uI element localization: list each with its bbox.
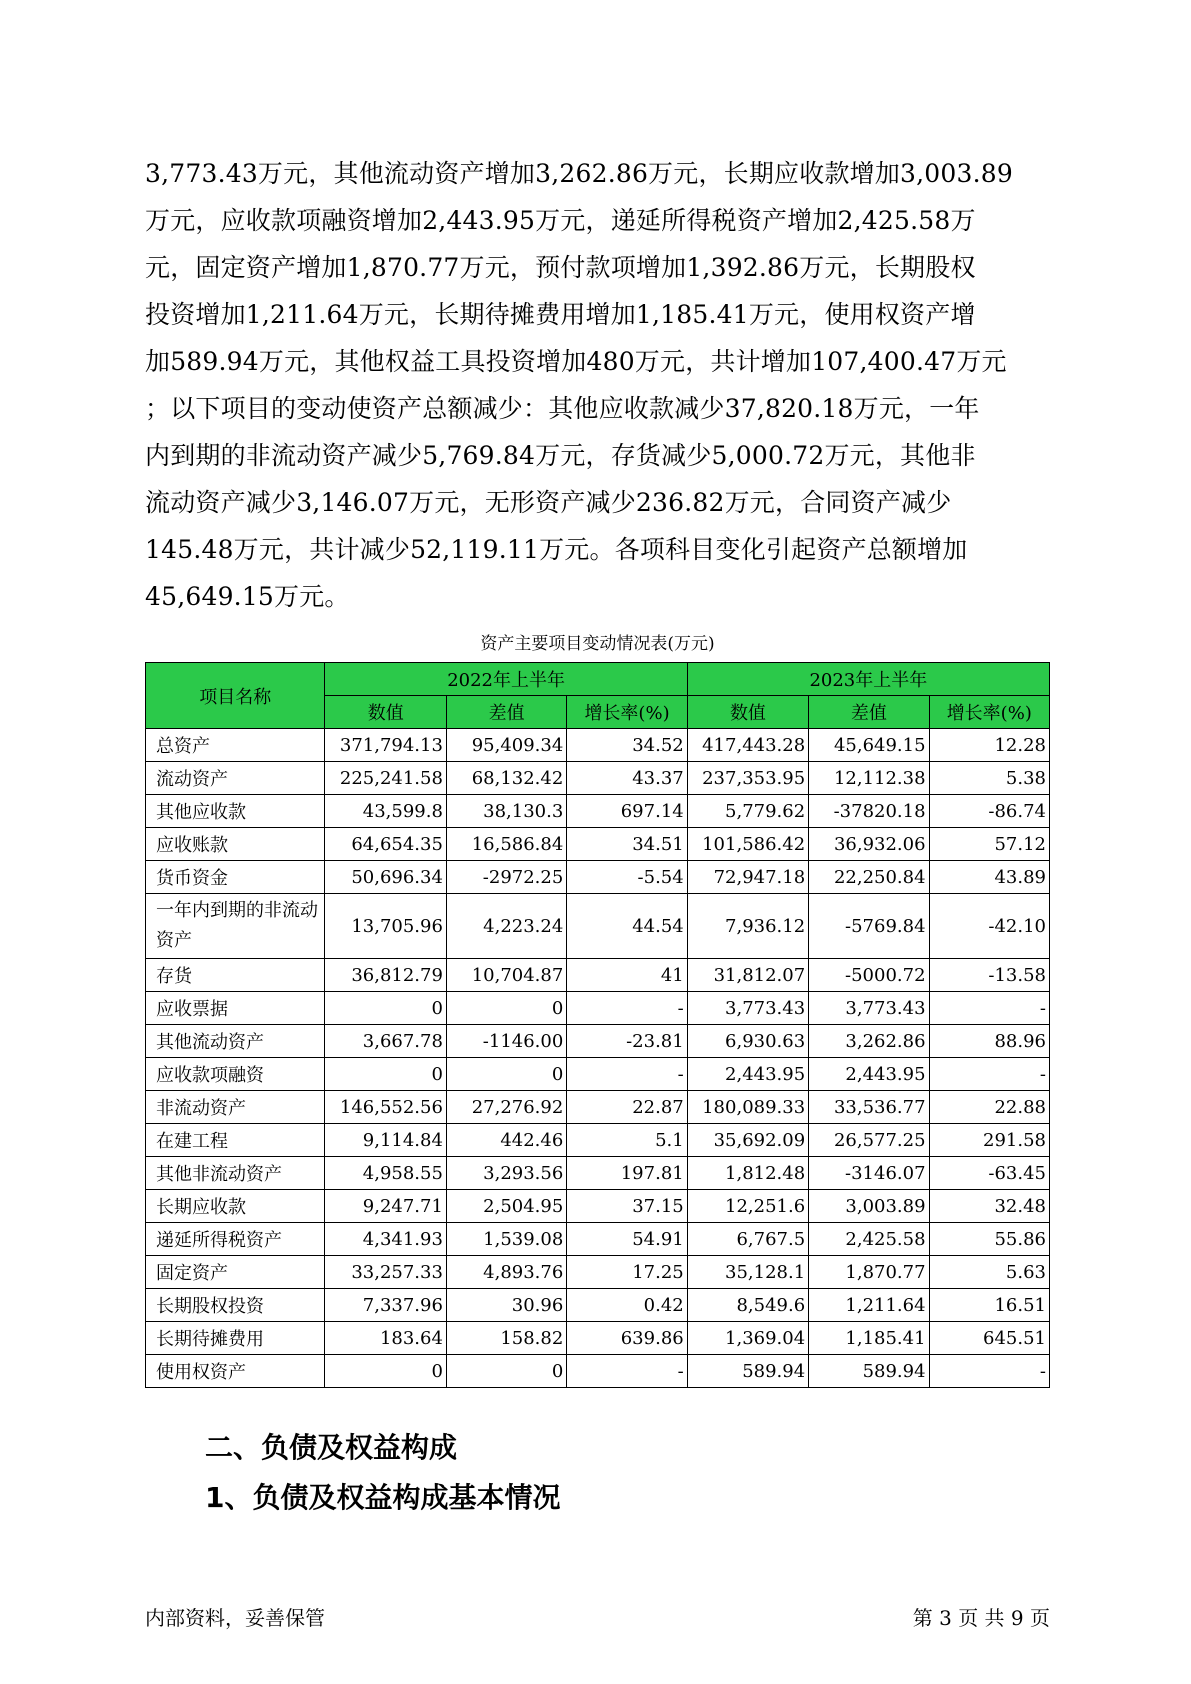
asset-changes-table (145, 662, 1050, 1388)
cell-d23: 2,443.95 (809, 1058, 929, 1091)
cell-v23: 35,692.09 (687, 1124, 808, 1157)
cell-d22: 0 (446, 992, 566, 1025)
header-group-2022: 2022年上半年 (325, 663, 687, 696)
cell-g22: 54.91 (567, 1223, 687, 1256)
row-item-name (146, 1223, 325, 1256)
cell-g22: 34.51 (567, 828, 687, 861)
row-item-name-text: 其他非流动资产 (156, 1164, 282, 1185)
table-row (146, 1322, 1050, 1355)
cell-v23: 237,353.95 (687, 762, 808, 795)
cell-v23: 31,812.07 (687, 959, 808, 992)
cell-g22: 17.25 (567, 1256, 687, 1289)
cell-v23: 589.94 (687, 1355, 808, 1388)
cell-d23: -37820.18 (809, 795, 929, 828)
cell-v23: 6,930.63 (687, 1025, 808, 1058)
paragraph-line: 万元，应收款项融资增加2,443.95万元，递延所得税资产增加2,425.58万 (145, 206, 976, 235)
cell-v22: 64,654.35 (325, 828, 446, 861)
subsection-heading: 1、负债及权益构成基本情况 (205, 1481, 561, 1514)
cell-v22: 183.64 (325, 1322, 446, 1355)
cell-d22: 1,539.08 (446, 1223, 566, 1256)
row-item-name (146, 795, 325, 828)
cell-v22: 0 (325, 1355, 446, 1388)
cell-d22: 10,704.87 (446, 959, 566, 992)
cell-d23: 589.94 (809, 1355, 929, 1388)
cell-v22: 4,341.93 (325, 1223, 446, 1256)
table-row (146, 1157, 1050, 1190)
cell-d22: 27,276.92 (446, 1091, 566, 1124)
table-row (146, 894, 1050, 959)
row-item-name (146, 762, 325, 795)
cell-g22: 34.52 (567, 729, 687, 762)
row-item-name (146, 894, 325, 959)
paragraph-line: 内到期的非流动资产减少5,769.84万元，存货减少5,000.72万元，其他非 (145, 441, 976, 470)
cell-g22: 639.86 (567, 1322, 687, 1355)
row-item-name-text: 在建工程 (156, 1131, 228, 1152)
table-row (146, 1025, 1050, 1058)
cell-d23: -3146.07 (809, 1157, 929, 1190)
cell-g23: - (929, 1355, 1049, 1388)
section-heading: 二、负债及权益构成 (205, 1431, 458, 1464)
cell-g23: 12.28 (929, 729, 1049, 762)
cell-v23: 7,936.12 (687, 894, 808, 959)
header-growth-2023: 增长率(%) (929, 696, 1049, 729)
row-item-name-text: 递延所得税资产 (156, 1230, 282, 1251)
footer-confidential-note: 内部资料，妥善保管 (145, 1606, 325, 1630)
row-item-name (146, 1355, 325, 1388)
cell-g23: 57.12 (929, 828, 1049, 861)
row-item-name-text: 使用权资产 (156, 1362, 246, 1383)
row-item-name-text: 一年内到期的非流动资产 (156, 900, 318, 951)
row-item-name (146, 992, 325, 1025)
cell-d23: 1,870.77 (809, 1256, 929, 1289)
table-row (146, 828, 1050, 861)
cell-v23: 2,443.95 (687, 1058, 808, 1091)
cell-g23: 5.38 (929, 762, 1049, 795)
cell-v23: 1,812.48 (687, 1157, 808, 1190)
row-item-name (146, 1256, 325, 1289)
cell-g23: 32.48 (929, 1190, 1049, 1223)
cell-g22: 43.37 (567, 762, 687, 795)
paragraph-line: 45,649.15万元。 (145, 582, 350, 611)
cell-g23: -86.74 (929, 795, 1049, 828)
cell-v23: 417,443.28 (687, 729, 808, 762)
body-paragraph (145, 150, 1050, 620)
paragraph-line: 投资增加1,211.64万元，长期待摊费用增加1,185.41万元，使用权资产增 (145, 300, 976, 329)
header-group-2023: 2023年上半年 (687, 663, 1049, 696)
cell-v22: 9,114.84 (325, 1124, 446, 1157)
row-item-name (146, 861, 325, 894)
header-growth-2022: 增长率(%) (567, 696, 687, 729)
table-row (146, 795, 1050, 828)
table-row (146, 762, 1050, 795)
cell-g22: - (567, 992, 687, 1025)
cell-v22: 225,241.58 (325, 762, 446, 795)
cell-d22: 30.96 (446, 1289, 566, 1322)
cell-d23: 3,773.43 (809, 992, 929, 1025)
cell-g22: 22.87 (567, 1091, 687, 1124)
cell-d22: 0 (446, 1355, 566, 1388)
cell-d23: 36,932.06 (809, 828, 929, 861)
cell-d22: 0 (446, 1058, 566, 1091)
cell-d22: 95,409.34 (446, 729, 566, 762)
cell-d22: 442.46 (446, 1124, 566, 1157)
row-item-name-text: 固定资产 (156, 1263, 228, 1284)
row-item-name (146, 1190, 325, 1223)
header-diff-2022: 差值 (446, 696, 566, 729)
cell-g23: 291.58 (929, 1124, 1049, 1157)
row-item-name-text: 应收款项融资 (156, 1065, 264, 1086)
row-item-name (146, 959, 325, 992)
paragraph-line: 145.48万元，共计减少52,119.11万元。各项科目变化引起资产总额增加 (145, 535, 968, 564)
cell-g22: 41 (567, 959, 687, 992)
cell-d23: -5000.72 (809, 959, 929, 992)
cell-d23: 1,211.64 (809, 1289, 929, 1322)
table-row (146, 1058, 1050, 1091)
cell-g22: 44.54 (567, 894, 687, 959)
row-item-name (146, 1322, 325, 1355)
cell-g22: -23.81 (567, 1025, 687, 1058)
cell-d23: 3,003.89 (809, 1190, 929, 1223)
cell-g23: 22.88 (929, 1091, 1049, 1124)
cell-d22: 158.82 (446, 1322, 566, 1355)
cell-v23: 5,779.62 (687, 795, 808, 828)
cell-g23: -63.45 (929, 1157, 1049, 1190)
table-row (146, 1289, 1050, 1322)
cell-d22: 4,223.24 (446, 894, 566, 959)
table-row (146, 959, 1050, 992)
cell-d23: -5769.84 (809, 894, 929, 959)
cell-v23: 101,586.42 (687, 828, 808, 861)
cell-v22: 43,599.8 (325, 795, 446, 828)
row-item-name-text: 应收账款 (156, 835, 228, 856)
cell-v23: 6,767.5 (687, 1223, 808, 1256)
cell-g22: 37.15 (567, 1190, 687, 1223)
cell-g23: - (929, 992, 1049, 1025)
cell-d23: 12,112.38 (809, 762, 929, 795)
cell-d22: -1146.00 (446, 1025, 566, 1058)
cell-v23: 35,128.1 (687, 1256, 808, 1289)
table-row (146, 1256, 1050, 1289)
cell-d22: 4,893.76 (446, 1256, 566, 1289)
cell-g22: 197.81 (567, 1157, 687, 1190)
row-item-name (146, 1124, 325, 1157)
cell-d23: 45,649.15 (809, 729, 929, 762)
table-row (146, 1124, 1050, 1157)
cell-v23: 12,251.6 (687, 1190, 808, 1223)
row-item-name-text: 长期股权投资 (156, 1296, 264, 1317)
cell-d22: 68,132.42 (446, 762, 566, 795)
cell-g23: -13.58 (929, 959, 1049, 992)
row-item-name-text: 非流动资产 (156, 1098, 246, 1119)
paragraph-line: ；以下项目的变动使资产总额减少：其他应收款减少37,820.18万元，一年 (145, 394, 980, 423)
paragraph-line: 加589.94万元，其他权益工具投资增加480万元，共计增加107,400.47万元 (145, 347, 1007, 376)
row-item-name (146, 1091, 325, 1124)
cell-g23: - (929, 1058, 1049, 1091)
cell-g22: - (567, 1058, 687, 1091)
cell-v23: 1,369.04 (687, 1322, 808, 1355)
cell-v22: 146,552.56 (325, 1091, 446, 1124)
cell-g23: 55.86 (929, 1223, 1049, 1256)
cell-v22: 13,705.96 (325, 894, 446, 959)
cell-d23: 1,185.41 (809, 1322, 929, 1355)
cell-v22: 4,958.55 (325, 1157, 446, 1190)
cell-v22: 3,667.78 (325, 1025, 446, 1058)
row-item-name (146, 1289, 325, 1322)
table-row (146, 992, 1050, 1025)
row-item-name-text: 存货 (156, 966, 192, 987)
cell-g23: -42.10 (929, 894, 1049, 959)
table-row (146, 861, 1050, 894)
header-row-top (146, 663, 1050, 696)
row-item-name-text: 长期应收款 (156, 1197, 246, 1218)
table-row (146, 729, 1050, 762)
row-item-name (146, 1058, 325, 1091)
row-item-name (146, 1157, 325, 1190)
cell-d22: -2972.25 (446, 861, 566, 894)
cell-d23: 3,262.86 (809, 1025, 929, 1058)
cell-v23: 180,089.33 (687, 1091, 808, 1124)
cell-v23: 3,773.43 (687, 992, 808, 1025)
cell-d22: 3,293.56 (446, 1157, 566, 1190)
cell-v23: 72,947.18 (687, 861, 808, 894)
cell-v22: 36,812.79 (325, 959, 446, 992)
row-item-name-text: 流动资产 (156, 769, 228, 790)
header-item-name: 项目名称 (146, 663, 325, 729)
table-row (146, 1190, 1050, 1223)
cell-g22: 697.14 (567, 795, 687, 828)
cell-g22: 5.1 (567, 1124, 687, 1157)
row-item-name-text: 其他应收款 (156, 802, 246, 823)
cell-d23: 26,577.25 (809, 1124, 929, 1157)
paragraph-line: 3,773.43万元，其他流动资产增加3,262.86万元，长期应收款增加3,003.89 (145, 159, 1013, 188)
row-item-name-text: 应收票据 (156, 999, 228, 1020)
table-caption: 资产主要项目变动情况表(万元) (480, 634, 715, 654)
row-item-name (146, 828, 325, 861)
cell-g22: - (567, 1355, 687, 1388)
cell-v22: 33,257.33 (325, 1256, 446, 1289)
cell-g22: -5.54 (567, 861, 687, 894)
row-item-name-text: 其他流动资产 (156, 1032, 264, 1053)
cell-v22: 0 (325, 992, 446, 1025)
cell-v22: 9,247.71 (325, 1190, 446, 1223)
cell-v23: 8,549.6 (687, 1289, 808, 1322)
cell-d23: 22,250.84 (809, 861, 929, 894)
row-item-name-text: 长期待摊费用 (156, 1329, 264, 1350)
header-diff-2023: 差值 (809, 696, 929, 729)
footer-page-number: 第 3 页 共 9 页 (912, 1606, 1050, 1630)
cell-v22: 0 (325, 1058, 446, 1091)
cell-d22: 16,586.84 (446, 828, 566, 861)
cell-g23: 43.89 (929, 861, 1049, 894)
cell-g23: 5.63 (929, 1256, 1049, 1289)
cell-d23: 2,425.58 (809, 1223, 929, 1256)
paragraph-line: 流动资产减少3,146.07万元，无形资产减少236.82万元，合同资产减少 (145, 488, 952, 517)
row-item-name-text: 总资产 (156, 736, 210, 757)
cell-v22: 7,337.96 (325, 1289, 446, 1322)
cell-g23: 16.51 (929, 1289, 1049, 1322)
header-value-2022: 数值 (325, 696, 446, 729)
cell-g22: 0.42 (567, 1289, 687, 1322)
header-value-2023: 数值 (687, 696, 808, 729)
cell-d23: 33,536.77 (809, 1091, 929, 1124)
cell-v22: 371,794.13 (325, 729, 446, 762)
row-item-name-text: 货币资金 (156, 868, 228, 889)
row-item-name (146, 729, 325, 762)
cell-g23: 645.51 (929, 1322, 1049, 1355)
row-item-name (146, 1025, 325, 1058)
table-row (146, 1091, 1050, 1124)
cell-g23: 88.96 (929, 1025, 1049, 1058)
table-row (146, 1223, 1050, 1256)
cell-v22: 50,696.34 (325, 861, 446, 894)
cell-d22: 2,504.95 (446, 1190, 566, 1223)
cell-d22: 38,130.3 (446, 795, 566, 828)
table-row (146, 1355, 1050, 1388)
paragraph-line: 元，固定资产增加1,870.77万元，预付款项增加1,392.86万元，长期股权 (145, 253, 976, 282)
